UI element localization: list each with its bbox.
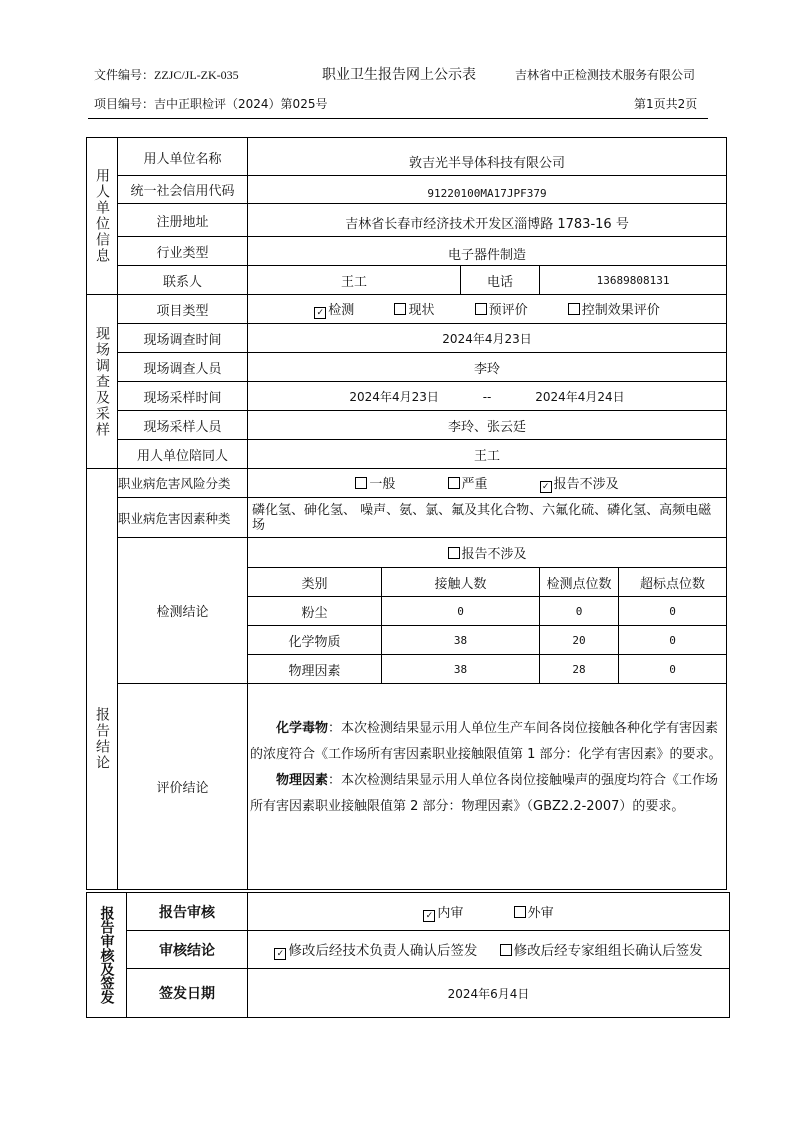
review-external[interactable]: 外审 [514,902,554,921]
row-project-type [87,295,727,324]
row-surveyor [87,353,727,382]
contact-value: 王工 [248,266,461,295]
section-employer: 用人单位信息 [87,138,118,295]
project-number-value: 吉中正职检评（2024）第025号 [154,97,328,111]
row-evaluation [87,684,727,890]
detection-header: 类别 [248,568,382,597]
credit-code-label: 统一社会信用代码 [118,176,248,204]
review-result-options [248,931,730,969]
factors-value: 磷化氢、砷化氢、 噪声、氨、氯、氟及其化合物、六氟化硫、磷化氢、高频电磁场 [248,498,727,538]
detection-header: 接触人数 [382,568,540,597]
project-type-inspection[interactable]: ✓ 检测 [314,299,354,319]
detection-cell: 0 [619,626,727,655]
row-industry [87,237,727,266]
detection-cell: 20 [540,626,619,655]
row-survey-time [87,324,727,353]
address-value: 吉林省长春市经济技术开发区淄博路 1783-16 号 [248,204,727,237]
industry-value: 电子器件制造 [248,237,727,266]
sampling-start: 2024年4月23日 [349,389,439,404]
employer-name-label: 用人单位名称 [118,138,248,176]
detection-cell: 0 [619,655,727,684]
row-issue-date [87,969,730,1018]
issue-date-value: 2024年6月4日 [248,969,730,1018]
risk-options [248,469,727,498]
escort-value: 王工 [248,440,727,469]
row-risk [87,469,727,498]
phone-label: 电话 [461,266,540,295]
checkbox-icon[interactable] [394,303,406,315]
survey-time-value: 2024年4月23日 [248,324,727,353]
detection-header: 超标点位数 [619,568,727,597]
row-employer-name [87,138,727,176]
checkbox-icon[interactable] [448,477,460,489]
header-divider [88,118,708,119]
sampling-time-value [248,382,727,411]
page-indicator: 第1页共2页 [634,97,698,111]
detection-cell: 38 [382,626,540,655]
sampling-time-label: 现场采样时间 [118,382,248,411]
sampler-label: 现场采样人员 [118,411,248,440]
detection-header: 检测点位数 [540,568,619,597]
issue-date-label: 签发日期 [127,969,248,1018]
factors-label: 职业病危害因素种类 [118,498,248,538]
row-address [87,204,727,237]
row-review [87,893,730,931]
employer-name-value: 敦吉光半导体科技有限公司 [248,138,727,176]
surveyor-label: 现场调查人员 [118,353,248,382]
detection-cell: 0 [382,597,540,626]
checkbox-icon[interactable] [448,547,460,559]
report-table [86,137,727,890]
row-factors [87,498,727,538]
row-review-result [87,931,730,969]
file-number [94,66,239,83]
project-type-pre-evaluation[interactable]: 预评价 [475,299,528,318]
surveyor-value: 李玲 [248,353,727,382]
row-sampler [87,411,727,440]
checkbox-checked-icon[interactable]: ✓ [540,481,552,493]
risk-not-applicable[interactable]: ✓ 报告不涉及 [540,473,619,493]
file-number-label: 文件编号： [94,68,155,82]
section-conclusion: 报告结论 [87,469,118,890]
file-number-value: ZZJC/JL-ZK-035 [154,68,239,82]
checkbox-checked-icon[interactable]: ✓ [314,307,326,319]
sampler-value: 李玲、张云廷 [248,411,727,440]
sampling-end: 2024年4月24日 [535,389,625,404]
row-sampling-time [87,382,727,411]
result-tech-lead[interactable]: ✓ 修改后经技术负责人确认后签发 [274,943,477,959]
checkbox-icon[interactable] [475,303,487,315]
document-title: 职业卫生报告网上公示表 [322,67,476,83]
section-review: 报告审核及签发 [87,893,127,1018]
review-table [86,892,730,1018]
checkbox-icon[interactable] [355,477,367,489]
project-type-status[interactable]: 现状 [394,299,434,318]
checkbox-checked-icon[interactable]: ✓ [423,910,435,922]
project-number-label: 项目编号： [94,97,155,111]
survey-time-label: 现场调查时间 [118,324,248,353]
detection-cell: 0 [540,597,619,626]
review-options [248,893,730,931]
row-credit-code [87,176,727,204]
contact-label: 联系人 [118,266,248,295]
phone-value: 13689808131 [540,266,727,295]
detection-na-option[interactable]: 报告不涉及 [248,538,727,568]
detection-cell: 38 [382,655,540,684]
detection-cell: 化学物质 [248,626,382,655]
escort-label: 用人单位陪同人 [118,440,248,469]
review-label: 报告审核 [127,893,248,931]
checkbox-icon[interactable] [568,303,580,315]
detection-cell: 0 [619,597,727,626]
review-internal[interactable]: ✓ 内审 [423,902,463,922]
evaluation-value [248,684,727,890]
checkbox-checked-icon[interactable]: ✓ [274,948,286,960]
checkbox-icon[interactable] [514,906,526,918]
detection-cell: 28 [540,655,619,684]
chemical-conclusion: 化学毒物：本次检测结果显示用人单位生产车间各岗位接触各种化学有害因素的浓度符合《工作场所有害因素职业接触限值第 1 部分：化学有害因素》的要求。 [250,721,722,762]
risk-label: 职业病危害风险分类 [118,469,248,498]
industry-label: 行业类型 [118,237,248,266]
physical-conclusion: 物理因素：本次检测结果显示用人单位各岗位接触噪声的强度均符合《工作场所有害因素职业接触限值第 2 部分：物理因素》（GBZ2.2-2007）的要求。 [250,773,719,814]
section-survey: 现场调查及采样 [87,295,118,469]
project-type-label: 项目类型 [118,295,248,324]
risk-serious[interactable]: 严重 [448,473,488,492]
risk-general[interactable]: 一般 [355,473,395,492]
project-type-control-effect[interactable]: 控制效果评价 [568,299,660,318]
row-escort [87,440,727,469]
review-result-label: 审核结论 [127,931,248,969]
address-label: 注册地址 [118,204,248,237]
row-contact [87,266,727,295]
checkbox-icon[interactable] [500,944,512,956]
project-type-options [248,295,727,324]
company-name: 吉林省中正检测技术服务有限公司 [515,68,696,82]
detection-cell: 物理因素 [248,655,382,684]
detection-cell: 粉尘 [248,597,382,626]
detection-label: 检测结论 [118,538,248,684]
result-expert-lead[interactable]: 修改后经专家组组长确认后签发 [500,943,703,959]
evaluation-label: 评价结论 [118,684,248,890]
credit-code-value: 91220100MA17JPF379 [248,176,727,204]
row-detection-na [87,538,727,568]
sampling-separator: -- [482,389,492,404]
project-number [94,95,327,112]
